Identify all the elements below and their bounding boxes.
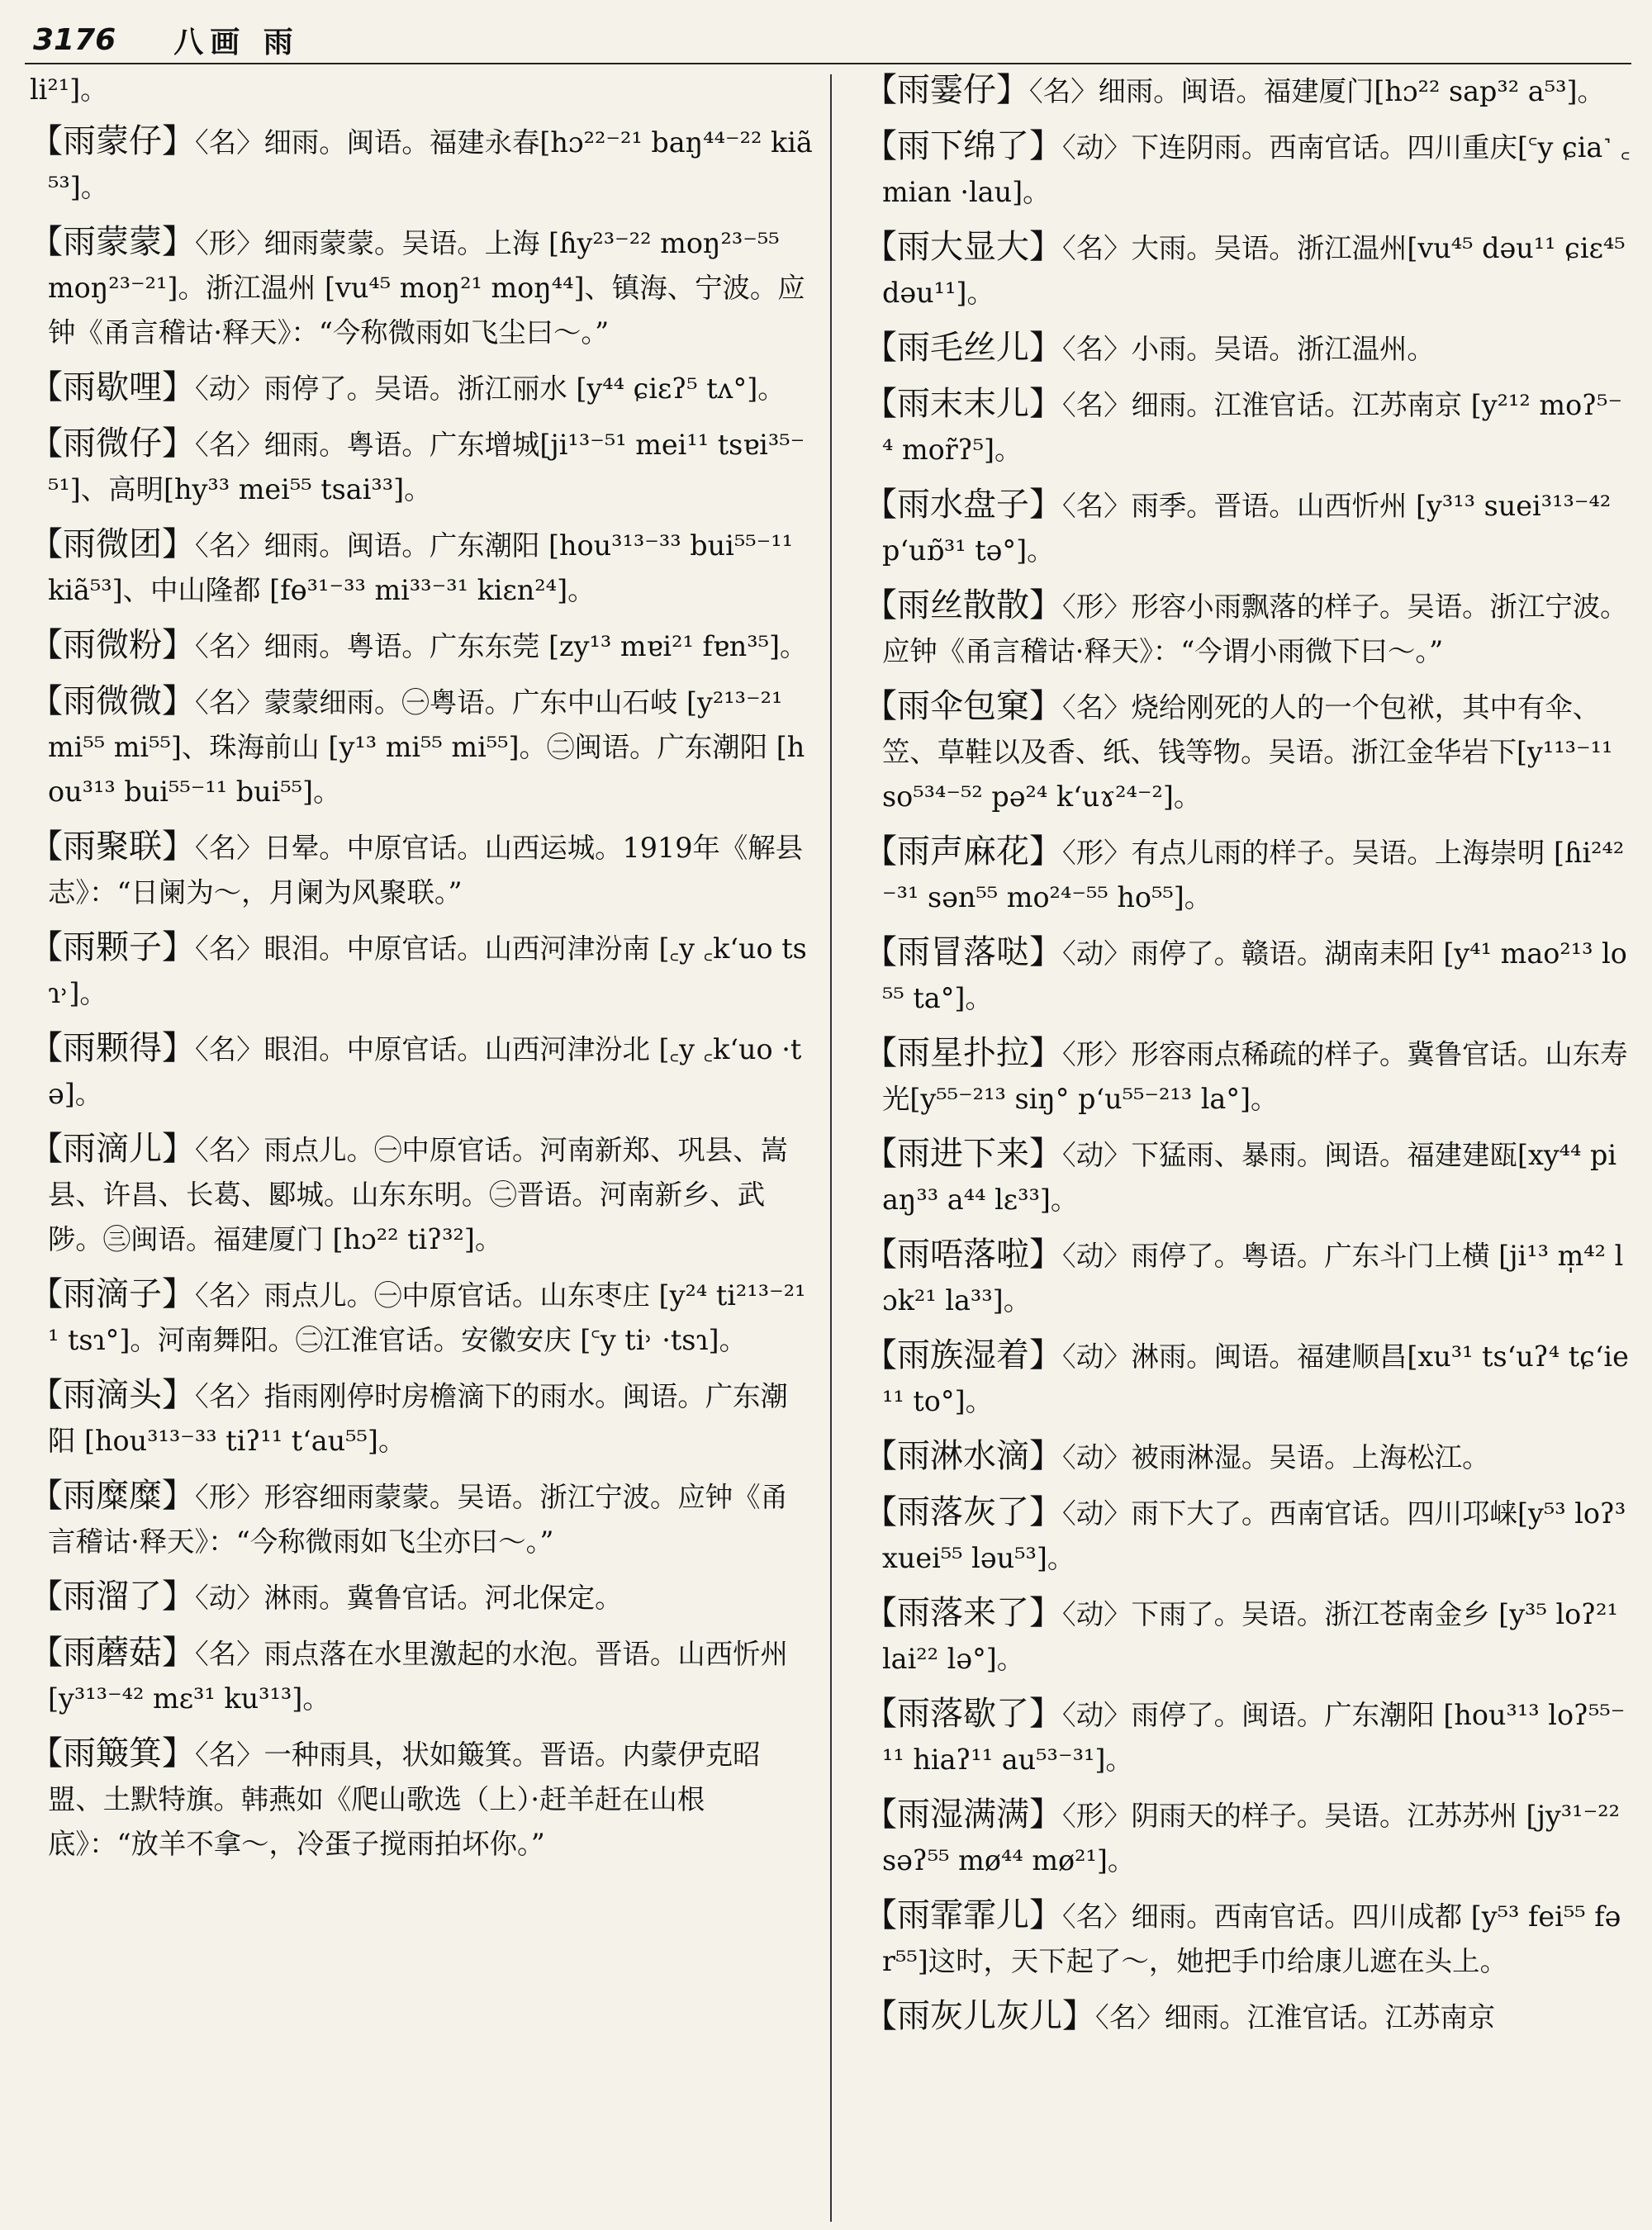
entry-text: 〈名〉雨点落在水里激起的水泡。晋语。山西忻州 [y³¹³⁻⁴² mɛ³¹ ku³¹³]。 [48, 1638, 788, 1715]
dictionary-entry [25, 824, 814, 915]
entry-text: 〈名〉细雨。粤语。广东东莞 [zy¹³ mɐi²¹ fɐn³⁵]。 [195, 630, 808, 662]
dictionary-entry [859, 684, 1631, 819]
dictionary-entry [859, 1333, 1631, 1424]
dictionary-entry [859, 1792, 1631, 1883]
entry-text: 〈名〉细雨。江淮官话。江苏南京 [y²¹² moʔ⁵⁻⁴ mor̃ʔ⁵]。 [882, 389, 1623, 466]
dictionary-entry [25, 522, 814, 613]
dictionary-entry [25, 421, 814, 512]
dictionary-entry [859, 1232, 1631, 1323]
entry-headword: 【雨聚联】 [30, 828, 195, 866]
entry-text: 〈形〉形容细雨蒙蒙。吴语。浙江宁波。应钟《甬言稽诂·释天》：“今称微雨如飞尘亦曰～。” [48, 1481, 788, 1558]
dictionary-entry [25, 1127, 814, 1262]
entry-text: 〈名〉大雨。吴语。浙江温州[vu⁴⁵ dəu¹¹ ɕiɛ⁴⁵ dəu¹¹]。 [882, 232, 1626, 309]
entry-headword: 【雨落歇了】 [864, 1695, 1062, 1733]
entry-text: 〈名〉日晕。中原官话。山西运城。1919年《解县志》：“日阑为～，月阑为风聚联。” [48, 832, 804, 909]
dictionary-entry [25, 1630, 814, 1721]
dictionary-entry [859, 325, 1631, 372]
entry-text: 〈名〉细雨。闽语。福建永春[hɔ²²⁻²¹ baŋ⁴⁴⁻²² kiã⁵³]。 [48, 126, 813, 203]
entry-headword: 【雨水盘子】 [864, 486, 1062, 524]
entry-text: 〈名〉细雨。西南官话。四川成都 [y⁵³ fei⁵⁵ fər⁵⁵]这时，天下起了～，她把手巾给康儿遮在头上。 [882, 1900, 1621, 1977]
dictionary-entry [859, 1893, 1631, 1984]
dictionary-entry [25, 1272, 814, 1363]
dictionary-entry [859, 124, 1631, 215]
entry-headword: 【雨微微】 [30, 682, 195, 720]
entry-headword: 【雨落来了】 [864, 1594, 1062, 1632]
entry-headword: 【雨族湿着】 [864, 1336, 1062, 1374]
dictionary-entry [859, 382, 1631, 472]
entry-text: 〈名〉细雨。粤语。广东增城[ji¹³⁻⁵¹ mei¹¹ tsɐi³⁵⁻⁵¹]、高明[hy³³ mei⁵⁵ tsai³³]。 [48, 429, 805, 505]
entry-text: 〈名〉蒙蒙细雨。㊀粤语。广东中山石岐 [y²¹³⁻²¹ mi⁵⁵ mi⁵⁵]、珠海前山 [y¹³ mi⁵⁵ mi⁵⁵]。㊁闽语。广东潮阳 [hou³¹³ bui⁵⁵⁻¹¹ bui⁵⁵]。 [48, 686, 805, 808]
entry-headword: 【雨下绵了】 [864, 127, 1062, 165]
entry-headword: 【雨毛丝儿】 [864, 329, 1062, 367]
dictionary-entry [859, 1994, 1631, 2040]
entry-text: 〈名〉一种雨具，状如簸箕。晋语。内蒙伊克昭盟、土默特旗。韩燕如《爬山歌选（上）·赶羊赶在山根底》：“放羊不拿～，冷蛋子搅雨拍坏你。” [48, 1739, 761, 1860]
entry-headword: 【雨滴子】 [30, 1275, 195, 1313]
dictionary-entry [25, 1473, 814, 1564]
entry-text: 〈名〉小雨。吴语。浙江温州。 [1062, 333, 1435, 365]
entry-headword: 【雨颗子】 [30, 928, 195, 966]
dictionary-entry [859, 1691, 1631, 1782]
entry-headword: 【雨大显大】 [864, 228, 1062, 266]
entry-headword: 【雨滴头】 [30, 1376, 195, 1414]
entry-text: 〈名〉雨点儿。㊀中原官话。山东枣庄 [y²⁴ ti²¹³⁻²¹¹ tsɿ°]。河南舞阳。㊁江淮官话。安徽安庆 [꜂y ti˒ ·tsɿ]。 [48, 1279, 806, 1356]
dictionary-entry [25, 1574, 814, 1620]
left-column [25, 68, 814, 2223]
dictionary-entry [25, 68, 814, 112]
entry-headword: 【雨唔落啦】 [864, 1236, 1062, 1274]
entry-headword: 【雨微团】 [30, 525, 195, 563]
dictionary-entry [859, 583, 1631, 674]
entry-headword: 【雨星扑拉】 [864, 1034, 1062, 1072]
header-rule [25, 63, 1631, 64]
entry-headword: 【雨歇哩】 [30, 368, 195, 406]
dictionary-entry [25, 1373, 814, 1464]
entry-headword: 【雨蒙蒙】 [30, 223, 195, 261]
entry-text: 〈动〉雨停了。闽语。广东潮阳 [hou³¹³ loʔ⁵⁵⁻¹¹ hiaʔ¹¹ au⁵³⁻³¹]。 [882, 1699, 1626, 1776]
entry-text: 〈动〉被雨淋湿。吴语。上海松江。 [1062, 1441, 1490, 1473]
dictionary-entry [25, 1731, 814, 1867]
entry-text: 〈形〉形容小雨飘落的样子。吴语。浙江宁波。应钟《甬言稽诂·释天》：“今谓小雨微下曰～。” [882, 591, 1628, 667]
entry-text: 〈动〉雨下大了。西南官话。四川邛崃[y⁵³ loʔ³ xuei⁵⁵ ləu⁵³]。 [882, 1497, 1626, 1574]
entry-headword: 【雨微粉】 [30, 626, 195, 664]
entry-headword: 【雨颗得】 [30, 1029, 195, 1067]
entry-text: 〈动〉下连阴雨。西南官话。四川重庆[꜂y ɕia˺ ꜀mian ·lau]。 [882, 131, 1631, 208]
entry-text: 〈名〉细雨。闽语。广东潮阳 [hou³¹³⁻³³ bui⁵⁵⁻¹¹ kiã⁵³]、中山隆都 [fɵ³¹⁻³³ mi³³⁻³¹ kiɛn²⁴]。 [48, 529, 794, 606]
entry-text: 〈形〉细雨蒙蒙。吴语。上海 [ɦy²³⁻²² moŋ²³⁻⁵⁵ moŋ²³⁻²¹]。浙江温州 [vu⁴⁵ moŋ²¹ moŋ⁴⁴]、镇海、宁波。应钟《甬言稽诂·释天》：“今称微雨如飞尘曰～。” [48, 227, 805, 349]
entry-headword: 【雨声麻花】 [864, 833, 1062, 871]
entry-headword: 【雨末末儿】 [864, 385, 1062, 423]
entry-headword: 【雨丝散散】 [864, 586, 1062, 624]
entry-text: 〈形〉形容雨点稀疏的样子。冀鲁官话。山东寿光[y⁵⁵⁻²¹³ siŋ° p‘u⁵⁵⁻²¹³ la°]。 [882, 1038, 1628, 1115]
page-header [33, 15, 1627, 64]
entry-text: 〈名〉细雨。闽语。福建厦门[hɔ²² sap³² a⁵³]。 [1029, 75, 1605, 107]
entry-headword: 【雨湿满满】 [864, 1796, 1062, 1834]
dictionary-entry [25, 119, 814, 210]
dictionary-entry [25, 1026, 814, 1117]
dictionary-entry [25, 623, 814, 669]
dictionary-entry [859, 1434, 1631, 1480]
dictionary-entry [25, 220, 814, 355]
dictionary-entry [859, 1031, 1631, 1122]
entry-headword: 【雨蘑菇】 [30, 1634, 195, 1672]
entry-text: li²¹]。 [30, 74, 108, 106]
entry-text: 〈动〉淋雨。冀鲁官话。河北保定。 [195, 1582, 623, 1614]
entry-text: 〈动〉淋雨。闽语。福建顺昌[xu³¹ ts‘uʔ⁴ tɕ‘ie¹¹ to°]。 [882, 1340, 1629, 1417]
entry-headword: 【雨簸箕】 [30, 1734, 195, 1772]
dictionary-entry [859, 829, 1631, 920]
entry-headword: 【雨微仔】 [30, 425, 195, 463]
entry-text: 〈名〉雨点儿。㊀中原官话。河南新郑、巩县、嵩县、许昌、长葛、郾城。山东东明。㊁晋语。河南新乡、武陟。㊂闽语。福建厦门 [hɔ²² tiʔ³²]。 [48, 1134, 788, 1255]
entry-text: 〈名〉烧给刚死的人的一个包袱，其中有伞、笠、草鞋以及香、纸、钱等物。吴语。浙江金华岩下[y¹¹³⁻¹¹ so⁵³⁴⁻⁵² pə²⁴ k‘uɤ²⁴⁻²]。 [882, 691, 1613, 813]
entry-headword: 【雨冒落哒】 [864, 933, 1062, 971]
dictionary-entry [859, 930, 1631, 1021]
dictionary-entry [859, 1490, 1631, 1581]
page-number: 3176 [33, 22, 116, 57]
dictionary-entry [859, 482, 1631, 573]
dictionary-entry [25, 365, 814, 411]
entry-headword: 【雨滴儿】 [30, 1130, 195, 1168]
entry-text: 〈动〉雨停了。吴语。浙江丽水 [y⁴⁴ ɕiɛʔ⁵ tʌ°]。 [195, 372, 786, 405]
entry-text: 〈名〉指雨刚停时房檐滴下的雨水。闽语。广东潮阳 [hou³¹³⁻³³ tiʔ¹¹ t‘au⁵⁵]。 [48, 1380, 788, 1457]
dictionary-entry [859, 68, 1631, 114]
entry-headword: 【雨落灰了】 [864, 1493, 1062, 1531]
entry-text: 〈动〉雨停了。赣语。湖南耒阳 [y⁴¹ mao²¹³ lo⁵⁵ ta°]。 [882, 937, 1627, 1014]
entry-headword: 【雨伞包窠】 [864, 687, 1062, 725]
dictionary-entry [859, 1132, 1631, 1222]
running-title: 八画 雨 [173, 25, 300, 59]
entry-text: 〈形〉有点儿雨的样子。吴语。上海崇明 [ɦi²⁴²⁻³¹ sən⁵⁵ mo²⁴⁻⁵⁵ ho⁵⁵]。 [882, 837, 1625, 913]
dictionary-entry [25, 679, 814, 814]
column-divider [830, 74, 832, 2222]
entry-headword: 【雨溜了】 [30, 1578, 195, 1616]
entry-headword: 【雨进下来】 [864, 1135, 1062, 1173]
entry-headword: 【雨蒙仔】 [30, 122, 195, 160]
entry-text: 〈动〉雨停了。粤语。广东斗门上横 [ji¹³ m̩⁴² lɔk²¹ la³³]。 [882, 1240, 1624, 1317]
entry-text: 〈名〉眼泪。中原官话。山西河津汾北 [꜀y ꜀k‘uo ·tə]。 [48, 1033, 802, 1110]
entry-text: 〈名〉雨季。晋语。山西忻州 [y³¹³ suei³¹³⁻⁴² p‘uɒ̃³¹ tə°]。 [882, 490, 1612, 567]
entry-text: 〈名〉眼泪。中原官话。山西河津汾南 [꜀y ꜀k‘uo tsɿ˒]。 [48, 932, 807, 1009]
right-column [859, 68, 1631, 2223]
entry-text: 〈动〉下雨了。吴语。浙江苍南金乡 [y³⁵ loʔ²¹ lai²² lə°]。 [882, 1598, 1618, 1675]
dictionary-entry [859, 225, 1631, 316]
entry-text: 〈名〉细雨。江淮官话。江苏南京 [1095, 2001, 1496, 2033]
entry-headword: 【雨淋水滴】 [864, 1437, 1062, 1475]
dictionary-entry [25, 925, 814, 1016]
entry-headword: 【雨糜糜】 [30, 1477, 195, 1515]
dictionary-entry [859, 1591, 1631, 1682]
entry-text: 〈形〉阴雨天的样子。吴语。江苏苏州 [jy³¹⁻²² səʔ⁵⁵ mø⁴⁴ mø²¹]。 [882, 1800, 1620, 1877]
entry-headword: 【雨霎仔】 [864, 71, 1029, 109]
entry-headword: 【雨灰儿灰儿】 [864, 1997, 1095, 2035]
entry-text: 〈动〉下猛雨、暴雨。闽语。福建建瓯[xy⁴⁴ piaŋ³³ a⁴⁴ lɛ³³]。 [882, 1139, 1617, 1216]
entry-headword: 【雨霏霏儿】 [864, 1896, 1062, 1934]
